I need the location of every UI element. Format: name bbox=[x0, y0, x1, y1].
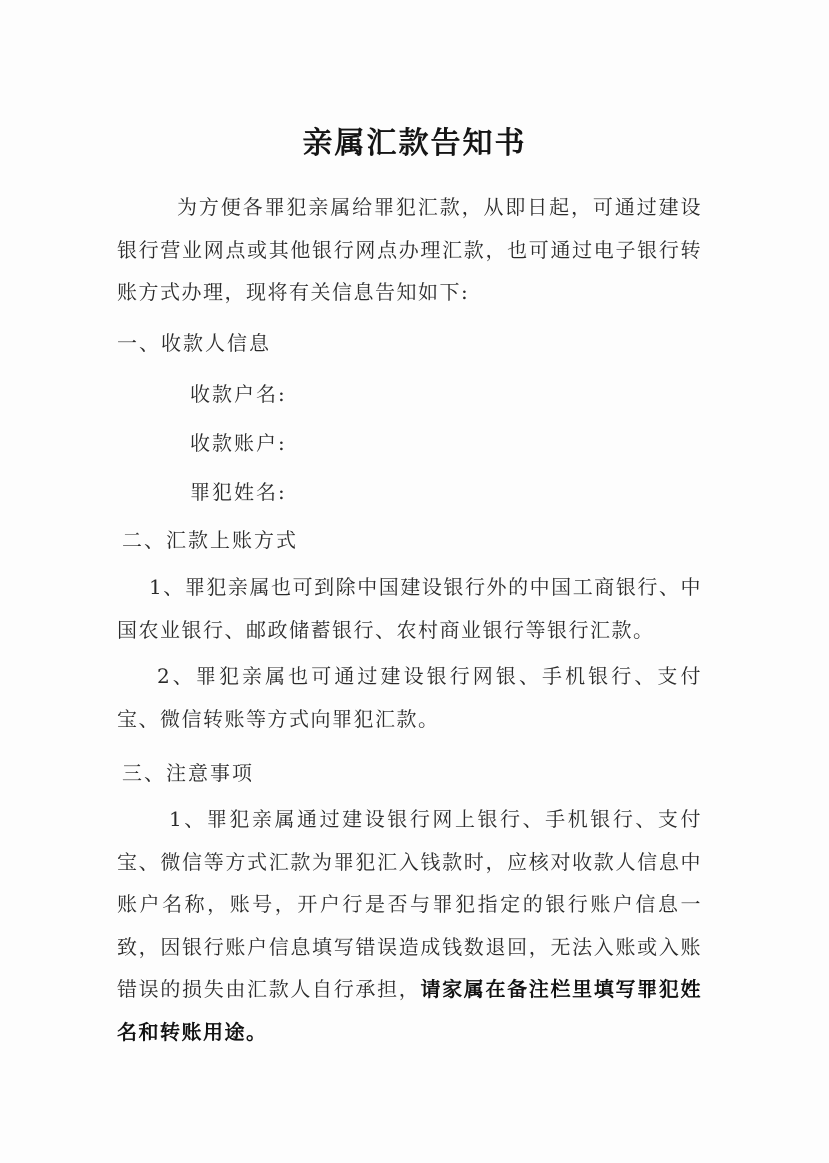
intro-paragraph: 为方便各罪犯亲属给罪犯汇款，从即日起，可通过建设银行营业网点或其他银行网点办理汇款，也可通过电子银行转账方式办理，现将有关信息告知如下: bbox=[117, 195, 702, 304]
section2-item2: 2、罪犯亲属也可通过建设银行网银、手机银行、支付宝、微信转账等方式向罪犯汇款。 bbox=[117, 664, 702, 731]
section1-heading: 一、收款人信息 bbox=[117, 331, 271, 355]
notice-text: 1、罪犯亲属通过建设银行网上银行、手机银行、支付宝、微信等方式汇款为罪犯汇入钱款时，应核对收款人信息中账户名称，账号，开户行是否与罪犯指定的银行账户信息一致，因银行账户信息填写错误造成钱数退回，无法入账或入账错误的损失由汇款人自行承担， bbox=[117, 807, 702, 1001]
payee-name-label: 收款户名: bbox=[190, 382, 287, 406]
inmate-name-label: 罪犯姓名: bbox=[190, 480, 287, 504]
section2-heading: 二、汇款上账方式 bbox=[122, 528, 298, 552]
section3-heading: 三、注意事项 bbox=[122, 761, 254, 785]
payee-account-label: 收款账户: bbox=[190, 431, 287, 455]
document-title: 亲属汇款告知书 bbox=[302, 126, 527, 161]
notice-emphasis: 请家属在备注栏里填写罪犯姓名和转账用途。 bbox=[117, 977, 703, 1044]
section2-item1: 1、罪犯亲属也可到除中国建设银行外的中国工商银行、中国农业银行、邮政储蓄银行、农村商业银行等银行汇款。 bbox=[117, 575, 702, 642]
section3-item1 bbox=[117, 798, 702, 1053]
